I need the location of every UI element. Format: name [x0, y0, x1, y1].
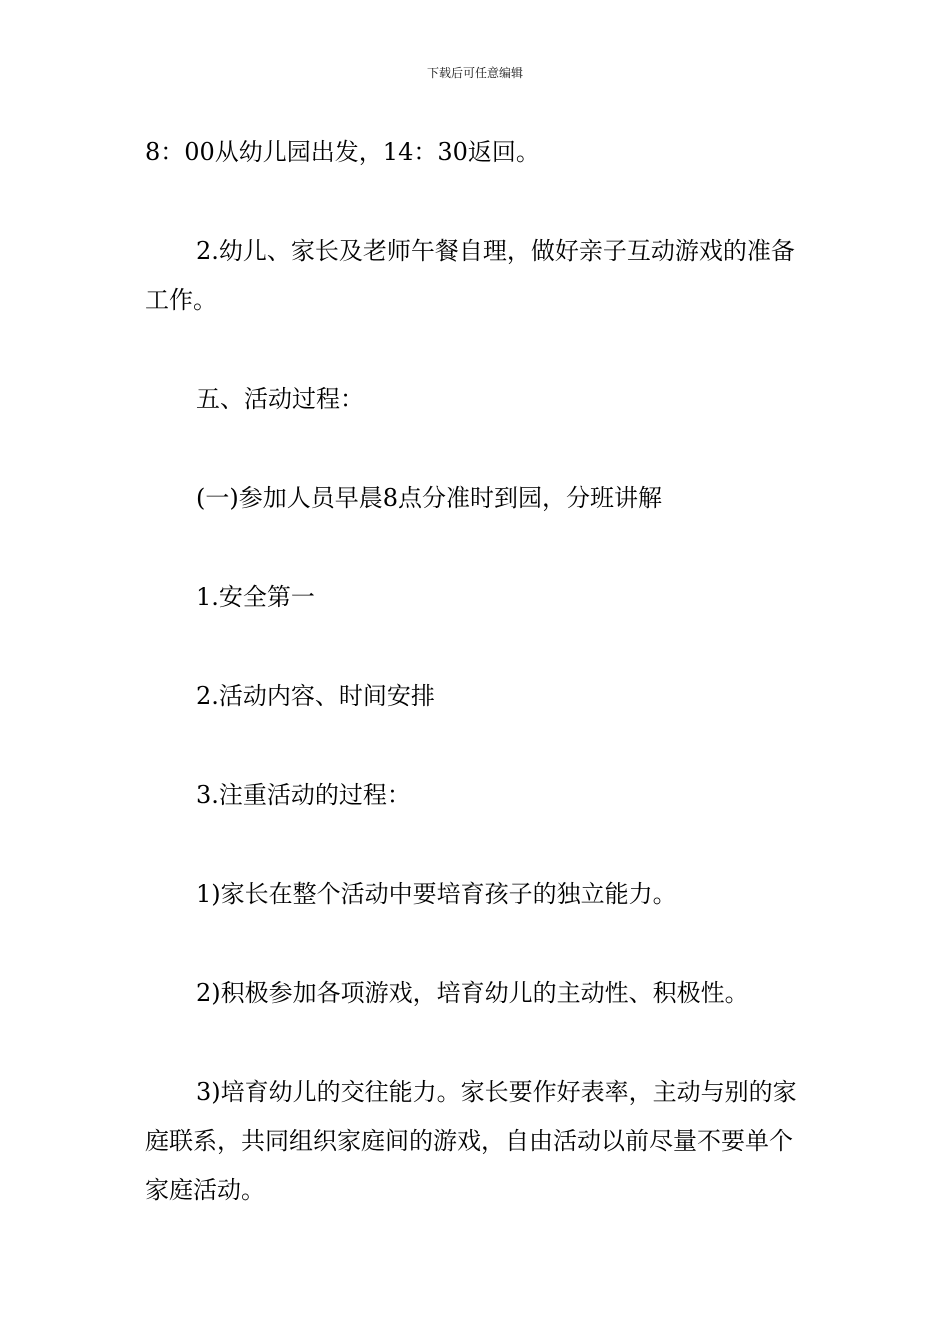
document-body	[145, 128, 811, 1265]
paragraph-lunch: 2.幼儿、家长及老师午餐自理，做好亲子互动游戏的准备工作。	[145, 237, 795, 314]
sub-item-social-skills: 3)培育幼儿的交往能力。家长要作好表率，主动与别的家庭联系，共同组织家庭间的游戏，自由活动以前尽量不要单个家庭活动。	[145, 1078, 797, 1204]
sub-item-participation: 2)积极参加各项游戏，培育幼儿的主动性、积极性。	[196, 979, 749, 1007]
paragraph-schedule: 8：00从幼儿园出发，14：30返回。	[145, 138, 540, 166]
subsection-heading-arrival: (一)参加人员早晨8点分准时到园，分班讲解	[196, 484, 662, 512]
sub-item-independence: 1)家长在整个活动中要培育孩子的独立能力。	[196, 880, 677, 908]
list-item-content-schedule: 2.活动内容、时间安排	[196, 682, 435, 710]
page-header: 下载后可任意编辑	[426, 66, 523, 80]
list-item-process: 3.注重活动的过程：	[196, 781, 411, 809]
section-heading-process: 五、活动过程：	[196, 385, 364, 413]
list-item-safety: 1.安全第一	[196, 583, 315, 611]
